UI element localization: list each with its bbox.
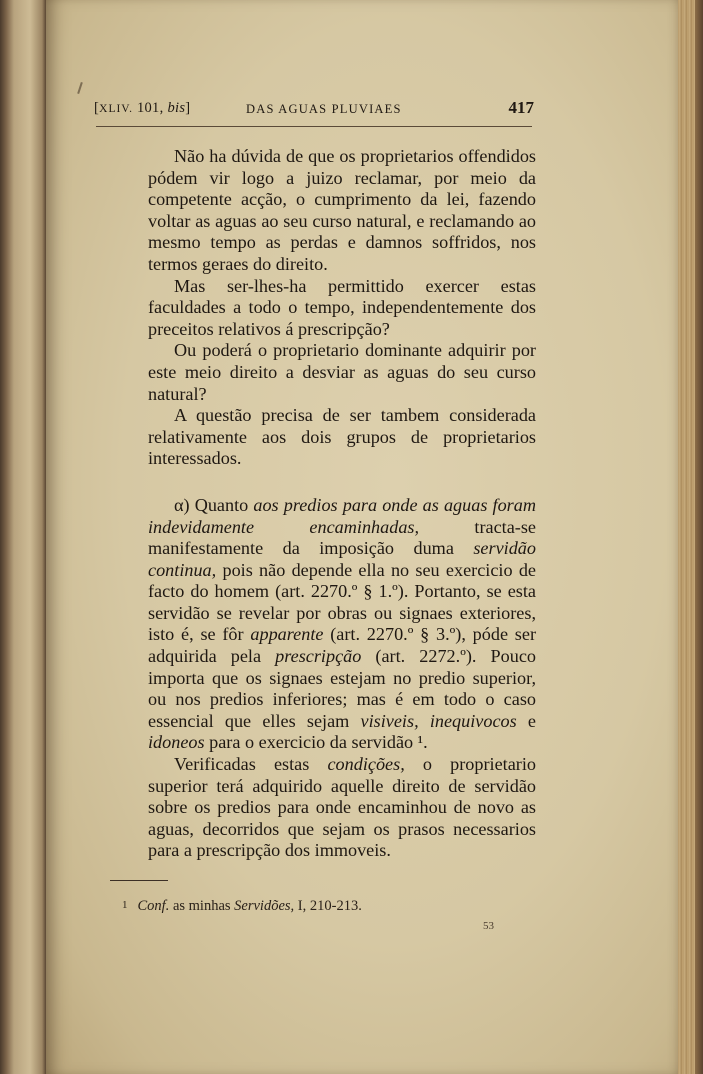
header-article-number: 101, xyxy=(136,100,164,116)
printer-signature-mark: 53 xyxy=(483,920,494,932)
paragraph-2: Mas ser-lhes-ha permittido exercer estas faculdades a todo o tempo, independentemente dos preceitos relativos á prescripção? xyxy=(148,275,536,339)
paragraph-3: Ou poderá o proprietario dominante adquirir por este meio direito a desviar as aguas do seu curso natural? xyxy=(148,340,536,404)
page-number: 417 xyxy=(508,98,534,117)
paragraph-5: α) Quanto aos predios para onde as aguas foram indevidamente encaminhadas, tracta-se manifestamente da imposição duma servidão continua, pois não depende ella no seu exercicio de facto do homem (art. 2270.º § 1.º). Portanto, se esta servidão se revelar por obras ou signaes exteriores, isto é, se fôr apparente (art. 2270.º § 3.º), póde ser adquirida pela prescripção (art. 2272.º). Pouco importa que os signaes estejam no predio superior, ou nos predios inferiores; mas é em todo o caso essencial que elles sejam visiveis, inequivocos e idoneos para o exercicio da servidão ¹. xyxy=(148,494,537,753)
footnote-number: 1 xyxy=(122,899,128,911)
footnote: 1 Conf. as minhas Servidões, I, 210-213. xyxy=(122,898,362,914)
previous-page-edge xyxy=(0,0,46,1074)
footnote-conf: Conf. xyxy=(137,898,170,914)
header-bis: bis xyxy=(167,100,186,116)
paragraph-6: Verificadas estas condições, o proprietario superior terá adquirido aquelle direito de servidão sobre os predios para onde encaminhou de novo as aguas, decorridos que sejam os prasos necessarios para a prescripção dos immoveis. xyxy=(148,754,536,861)
body-text xyxy=(148,146,536,862)
header-volume: XLIV. xyxy=(99,103,133,115)
footnote-work-title: Servidões, xyxy=(234,898,295,914)
footnote-rule xyxy=(110,880,168,881)
paragraph-1: Não ha dúvida de que os proprietarios offendidos pódem vir logo a juizo reclamar, por meio da competente acção, o cumprimento da lei, fazendo voltar as aguas ao seu curso natural, e reclamando ao mesmo tempo as perdas e damnos soffridos, nos termos geraes do direito. xyxy=(148,146,536,274)
running-header xyxy=(94,98,534,122)
page-block-edges xyxy=(678,0,703,1074)
header-title: DAS AGUAS PLUVIAES xyxy=(246,102,402,116)
paragraph-4: A questão precisa de ser tambem considerada relativamente aos dois grupos de proprietarios interessados. xyxy=(148,405,536,469)
header-reference: [XLIV. 101, bis] xyxy=(94,100,191,116)
header-rule xyxy=(96,126,532,127)
